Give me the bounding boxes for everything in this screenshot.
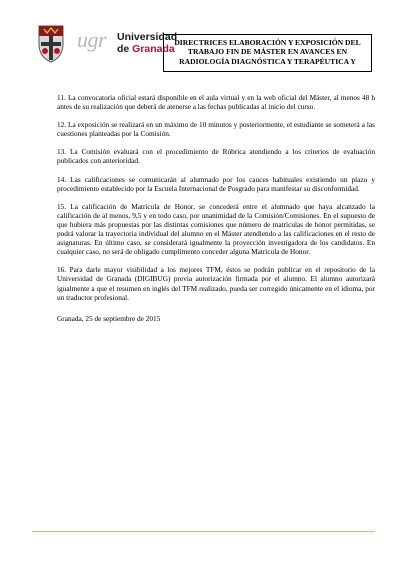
footer-divider (32, 531, 375, 532)
paragraph-13: 13. La Comisión evaluará con el procedimiento de Rúbrica atendiendo a los criterios de evaluación publicados con anterioridad. (57, 147, 375, 166)
paragraph-14: 14. Las calificaciones se comunicarán al alumnado por los cauces habituales existiendo un plazo y procedimiento establecido por la Escuela Internacional de Posgrado para manifestar su disconformidad. (57, 174, 375, 193)
paragraph-16: 16. Para darle mayor visibilidad a los mejores TFM, éstos se podrán publicar en el repositorio de la Universidad de Granada (DIGIBUG) previa autorización firmada por el alumno. El alumno autorizará igualmente a que el resumen en inglés del TFM realizado, pueda ser corregido únicamente en el idioma, por un traductor profesional. (57, 265, 375, 302)
signature-date: Granada, 25 de septiembre de 2015 (57, 313, 161, 323)
coat-of-arms-icon (32, 24, 70, 64)
document-body (57, 93, 375, 332)
paragraph-15: 15. La calificación de Matrícula de Honor, se concederá entre el alumnado que haya alcanzado la calificación de al menos, 9,5 y en todo caso, por unanimidad de la Comisión/Comisiones. En el supuesto de que hubiera más propuestas por las distintas comisiones que número de matrículas de honor permitidas, se podrá valorar la trayectoria individual del alumno en el Máster atendiendo a las calificaciones en el resto de asignaturas. En último caso, se considerará igualmente la proyección investigadora de los candidatos. En cualquier caso, no será de obligado cumplimento conceder alguna Matrícula de Honor. (57, 201, 375, 257)
document-title: DIRECTRICES ELABORACIÓN Y EXPOSICIÓN DEL TRABAJO FIN DE MÁSTER EN AVANCES EN RADIOLOGÍA DIAGNÓSTICA Y TERAPÉUTICA Y (163, 34, 372, 72)
logo-line-universidad: Universidad (117, 31, 178, 43)
paragraph-11: 11. La convocatoria oficial estará disponible en el aula virtual y en la web oficial del Máster, al menos 48 h antes de su realización que deberá de atenerse a las fechas publicadas al inicio del curso. (57, 93, 375, 112)
university-logo (32, 24, 178, 64)
logo-ugr-mark: ugr (77, 27, 107, 52)
paragraph-12: 12. La exposición se realizará en un máximo de 10 minutos y posteriormente, el estudiante se someterá a las cuestiones planteadas por la Comisión. (57, 120, 375, 139)
logo-de: de (117, 43, 133, 55)
logo-granada: Granada (132, 43, 175, 55)
